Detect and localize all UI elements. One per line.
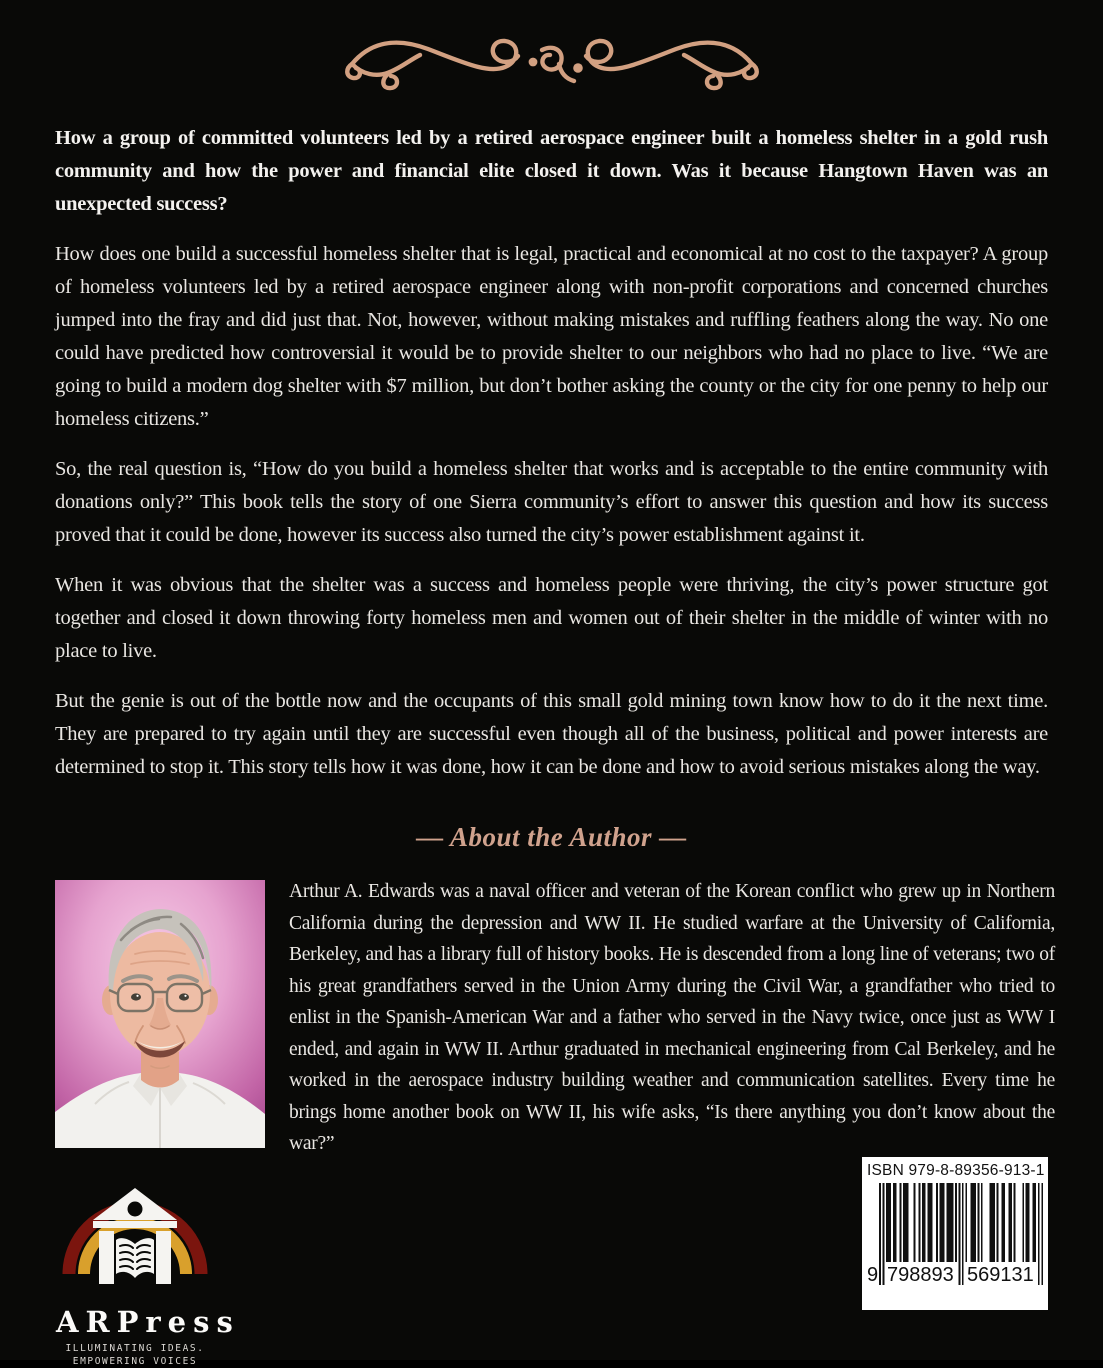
barcode-digits-right: 569131 (967, 1264, 1034, 1286)
synopsis-lead-paragraph: How a group of committed volunteers led by a retired aerospace engineer built a homeless shelter in a gold rush community and how the power and financial elite closed it down. Was it because Hangtown Haven was an unexpected success? (55, 127, 1048, 215)
synopsis-paragraph: When it was obvious that the shelter was a success and homeless people were thriving, the city’s power structure got together and closed it down throwing forty homeless men and women out of their shelter in the middle of winter with no place to live. (55, 574, 1048, 662)
calligraphic-flourish-ornament (0, 24, 1103, 92)
isbn-barcode (862, 1157, 1048, 1310)
isbn-label: ISBN 979-8-89356-913-1 (867, 1162, 1045, 1179)
publisher-arch-house-icon (60, 1160, 210, 1298)
publisher-logo (52, 1160, 240, 1368)
about-the-author-heading: — About the Author — (416, 822, 687, 852)
synopsis-paragraph: So, the real question is, “How do you build a homeless shelter that works and is acceptable to the entire community with donations only?” This book tells the story of one Sierra community’s effort to answer this question and how its success proved that it could be done, however its success also turned the city’s power establishment against it. (55, 458, 1048, 546)
author-bio: Arthur A. Edwards was a naval officer and veteran of the Korean conflict who grew up in Northern California during the depression and WW II. He studied warfare at the University of California, Berkeley, and has a library full of history books. He is descended from a long line of veterans; two of his great grandfathers served in the Union Army during the Civil War, a grandfather who tried to enlist in the Spanish-American War and a father who served in the Navy twice, once just as WW I ended, and again in WW II. Arthur graduated in mechanical engineering from Cal Berkeley, and he worked in the aerospace industry building weather and communication satellites. Every time he brings home another book on WW II, his wife asks, “Is there anything you don’t know about the war?” (289, 881, 1055, 1154)
publisher-tagline-line2: EMPOWERING VOICES (72, 1356, 198, 1367)
publisher-tagline-line1: ILLUMINATING IDEAS. (65, 1343, 205, 1354)
barcode-bars (867, 1183, 1043, 1307)
synopsis (55, 122, 1048, 801)
barcode-digit-lead: 9 (867, 1264, 879, 1286)
about-section (55, 876, 1055, 1160)
author-photo (55, 880, 265, 1148)
flourish-icon (342, 24, 762, 92)
synopsis-paragraph: How does one build a successful homeless shelter that is legal, practical and economical at no cost to the taxpayer? A group of homeless volunteers led by a retired aerospace engineer along with non-profit corporations and concerned churches jumped into the fray and did just that. Not, however, without making mistakes and ruffling feathers along the way. No one could have predicted how controversial it would be to provide shelter to our neighbors who had no place to live. “We are going to build a modern dog shelter with $7 million, but don’t bother asking the county or the city for one penny to help our homeless citizens.” (55, 243, 1048, 430)
synopsis-paragraphs (55, 238, 1048, 784)
barcode-digits-left: 798893 (887, 1264, 954, 1286)
publisher-name: ARPress (56, 1305, 240, 1339)
synopsis-paragraph: But the genie is out of the bottle now and the occupants of this small gold mining town know how to do it the next time. They are prepared to try again until they are successful even though all of the business, political and power interests are determined to stop it. This story tells how it was done, how it can be done and how to avoid serious mistakes along the way. (55, 690, 1048, 778)
